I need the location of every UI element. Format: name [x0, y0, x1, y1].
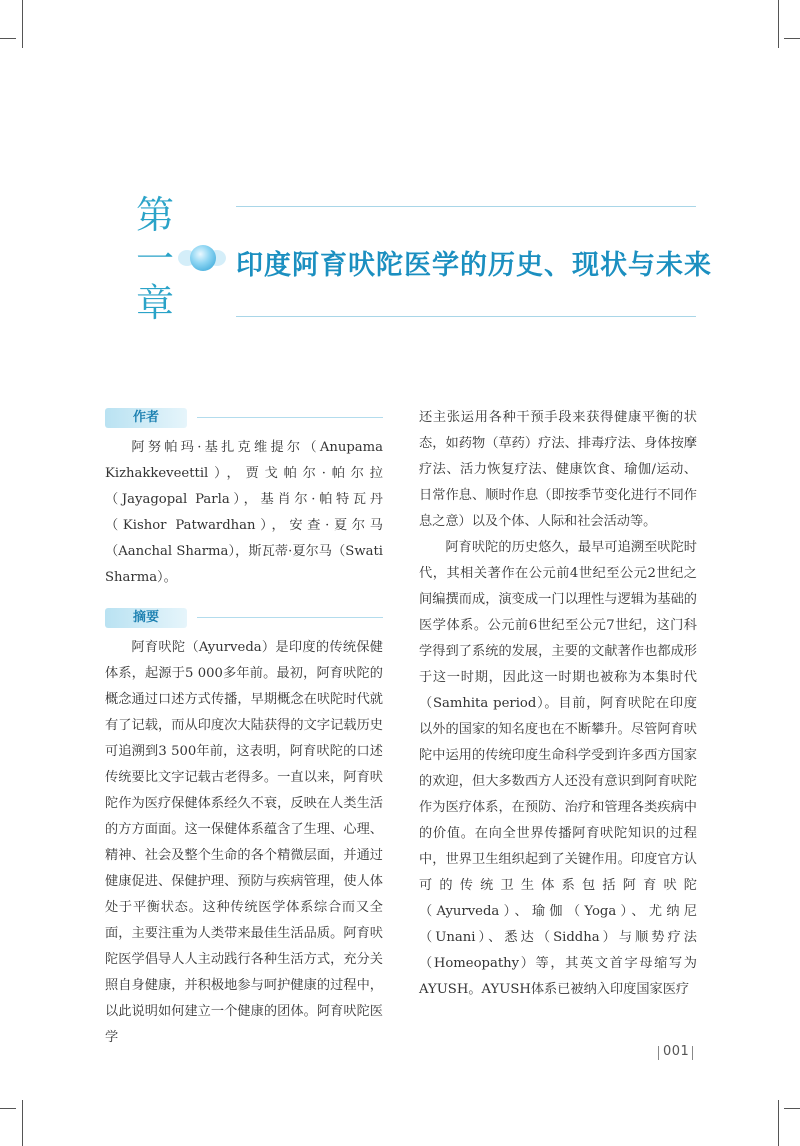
history-paragraph: 阿育吠陀的历史悠久，最早可追溯至吠陀时代，其相关著作在公元前4世纪至公元2世纪之间编撰而成，演变成一门以理性与逻辑为基础的医学体系。公元前6世纪至公元7世纪，这门科学得到了系统的发展，主要的文献著作也都成形于这一时期，因此这一时期也被称为本集时代（Samhita period）。目前，阿育吠陀在印度以外的国家的知名度也在不断攀升。尽管阿育吠陀中运用的传统印度生命科学受到许多西方国家的欢迎，但大多数西方人还没有意识到阿育吠陀作为医疗体系，在预防、治疗和管理各类疾病中的价值。在向全世界传播阿育吠陀知识的过程中，世界卫生组织起到了关键作用。印度官方认可的传统卫生体系包括阿育吠陀（Ayurveda）、瑜伽（Yoga）、尤纳尼（Unani）、悉达（Siddha）与顺势疗法（Homeopathy）等，其英文首字母缩写为AYUSH。AYUSH体系已被纳入印度国家医疗 — [419, 540, 697, 997]
abstract-text: 阿育吠陀（Ayurveda）是印度的传统保健体系，起源于5 000多年前。最初，阿育吠陀的概念通过口述方式传播，早期概念在吠陀时代就有了记载，而从印度次大陆获得的文字记载历史可追溯到3 500年前，这表明，阿育吠陀的口述传统要比文字记载古老得多。一直以来，阿育吠陀作为医疗保健体系经久不衰，反映在人类生活的方方面面。这一保健体系蕴含了生理、心理、精神、社会及整个生命的各个精微层面，并通过健康促进、保健护理、预防与疾病管理，使人体处于平衡状态。这种传统医学体系综合而又全面，主要注重为人类带来最佳生活品质。阿育吠陀医学倡导人人主动践行各种生活方式，充分关照自身健康，并积极地参与呵护健康的过程中，以此说明如何建立一个健康的团体。阿育吠陀医学 — [105, 640, 383, 1045]
chapter-label-char: 章 — [135, 281, 174, 325]
header-rule-bottom — [236, 316, 696, 317]
crop-mark — [778, 1100, 779, 1146]
page-number-bar — [692, 1046, 693, 1060]
right-column — [419, 405, 697, 1003]
authors-heading-tag: 作者 — [105, 408, 187, 428]
chapter-label-char: 一 — [135, 237, 174, 281]
abstract-heading-tag: 摘要 — [105, 608, 187, 628]
chapter-orb-icon — [190, 245, 216, 271]
crop-mark — [784, 1108, 800, 1109]
chapter-title: 印度阿育吠陀医学的历史、现状与未来 — [236, 250, 712, 281]
crop-mark — [0, 38, 16, 39]
crop-mark — [784, 38, 800, 39]
header-rule-top — [236, 206, 696, 207]
crop-mark — [0, 1108, 16, 1109]
heading-rule — [197, 417, 383, 418]
authors-heading — [105, 405, 383, 429]
abstract-heading — [105, 605, 383, 629]
crop-mark — [22, 1100, 23, 1146]
heading-rule — [197, 617, 383, 618]
crop-mark — [778, 0, 779, 48]
page-number: 001 — [663, 1044, 690, 1059]
authors-text: 阿努帕玛·基扎克维提尔（Anupama Kizhakkeveettil），贾戈帕尔·帕尔拉（Jayagopal Parla），基肖尔·帕特瓦丹（Kishor Patwardhan），安查·夏尔马（Aanchal Sharma），斯瓦蒂·夏尔马（Swati Sharma）。 — [105, 440, 383, 585]
abstract-text-continued: 还主张运用各种干预手段来获得健康平衡的状态，如药物（草药）疗法、排毒疗法、身体按摩疗法、活力恢复疗法、健康饮食、瑜伽/运动、日常作息、顺时作息（即按季节变化进行不同作息之意）以及个体、人际和社会活动等。 — [419, 410, 697, 529]
left-column — [105, 405, 383, 1051]
chapter-label-char: 第 — [135, 193, 174, 237]
crop-mark — [22, 0, 23, 48]
page-number-bar — [658, 1046, 659, 1060]
